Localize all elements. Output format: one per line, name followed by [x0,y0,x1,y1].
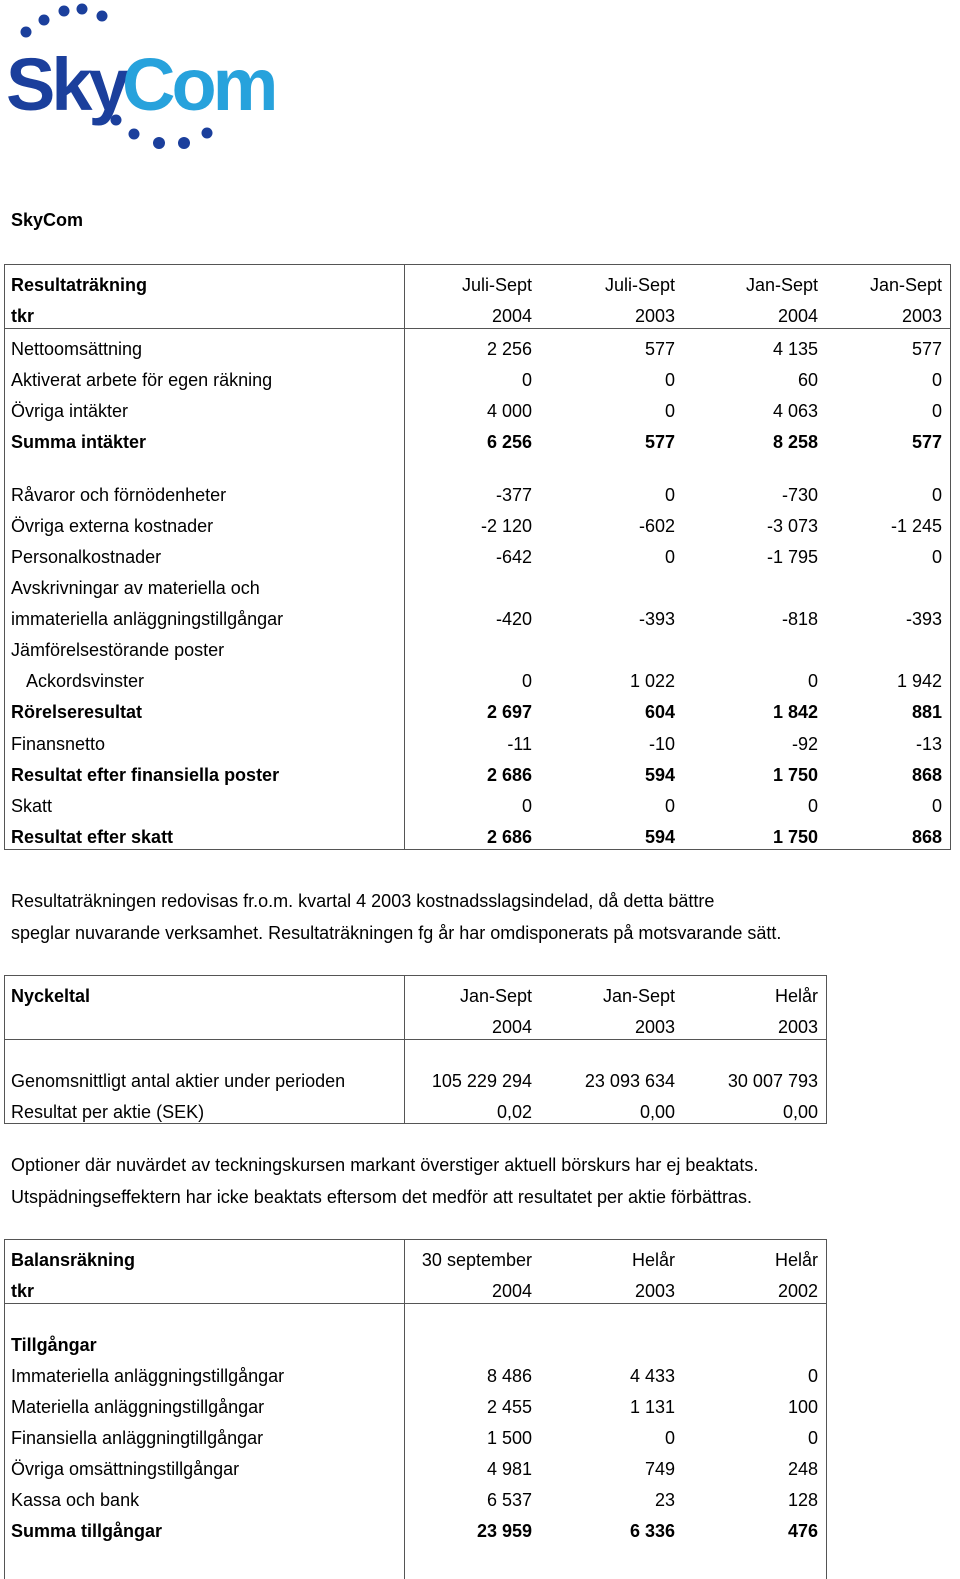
header-cell: 2003 [777,1017,818,1037]
section-header-row [5,1330,826,1361]
table-row [5,604,950,635]
row-value: 0 [664,796,675,816]
header-cell: 2003 [901,306,942,326]
row-value: -92 [791,734,818,754]
row-value: 0 [664,370,675,390]
header-cell: 2004 [491,1281,532,1301]
header-cell: 2002 [777,1281,818,1301]
table-row [5,697,950,728]
row-label: Nettoomsättning [11,339,143,359]
row-value: -420 [495,609,532,629]
row-value: 60 [797,370,818,390]
row-label: Avskrivningar av materiella och [11,578,260,598]
row-value: 1 942 [896,671,942,691]
header-cell: 2004 [491,1017,532,1037]
row-value: 476 [787,1521,818,1541]
note-line: Optioner där nuvärdet av teckningskursen markant överstiger aktuell börskurs har ej beaktats. [11,1155,759,1175]
svg-text:Com: Com [122,43,275,126]
svg-text:Sky: Sky [6,43,126,126]
row-label: immateriella anläggningstillgångar [11,609,284,629]
row-value: 0 [664,1428,675,1448]
table-row [5,1485,826,1516]
row-value: 577 [911,339,942,359]
skycom-logo-graphic [4,2,275,152]
row-value: 749 [644,1459,675,1479]
row-value: 23 959 [476,1521,532,1541]
row-value: 1 131 [629,1397,675,1417]
note-line: Utspädningseffektern har icke beaktats eftersom det medför att resultatet per aktie förbättras. [11,1186,753,1207]
table-row [5,822,950,853]
header-cell: Jan-Sept [602,986,675,1006]
row-value: 6 256 [486,432,532,452]
row-value: 4 135 [772,339,818,359]
row-value: 577 [644,432,675,452]
table-row [5,666,950,697]
row-value: 881 [911,702,942,722]
row-value: -602 [638,516,675,536]
section-label: Tillgångar [11,1335,97,1355]
row-value: 0 [664,485,675,505]
row-value: 30 007 793 [727,1071,818,1091]
note-key-figures [11,1150,758,1213]
row-label: Immateriella anläggningstillgångar [11,1366,285,1386]
row-value: -3 073 [766,516,818,536]
header-cell: Juli-Sept [461,275,532,295]
header-cell: 2003 [634,306,675,326]
row-value: 1 022 [629,671,675,691]
row-value: 1 750 [772,765,818,785]
header-cell: Helår [774,986,818,1006]
row-label: Finansnetto [11,734,106,754]
header-cell: 30 september [421,1250,532,1270]
row-value: -818 [781,609,818,629]
row-value: -11 [507,734,532,754]
table-row [5,365,950,396]
row-value: 0,00 [639,1102,675,1122]
row-value: -2 120 [480,516,532,536]
header-label: tkr [11,1281,35,1301]
header-cell: 2004 [491,306,532,326]
key-figures-table [4,975,827,1124]
row-value: 577 [644,339,675,359]
row-value: 0 [931,547,942,567]
row-value: 2 686 [486,765,532,785]
row-label: Övriga intäkter [11,401,129,421]
row-value: 4 433 [629,1366,675,1386]
row-value: -642 [495,547,532,567]
skycom-logo [4,2,275,152]
row-value: 23 [654,1490,675,1510]
header-label: Nyckeltal [11,986,91,1006]
table-row [5,573,950,604]
table-row [5,1516,826,1547]
row-value: 4 981 [486,1459,532,1479]
row-value: 594 [644,765,675,785]
table-header-row [5,270,950,301]
row-value: -393 [638,609,675,629]
row-label: Ackordsvinster [26,671,145,691]
header-label: tkr [11,306,35,326]
row-value: 0 [931,370,942,390]
row-value: 2 697 [486,702,532,722]
row-value: 0 [521,671,532,691]
row-label: Resultat efter finansiella poster [11,765,280,785]
row-value: 0 [931,401,942,421]
row-value: 0 [664,401,675,421]
note-income-statement [11,886,781,949]
company-name: SkyCom [11,210,84,230]
income-statement-table [4,264,951,850]
table-row [5,511,950,542]
header-cell: 2004 [777,306,818,326]
row-label: Övriga omsättningstillgångar [11,1459,240,1479]
row-value: 0 [931,485,942,505]
row-value: 0 [807,671,818,691]
table-row [5,760,950,791]
header-cell: 2003 [634,1281,675,1301]
table-row [5,1423,826,1454]
row-value: 0 [807,796,818,816]
row-value: 0 [807,1428,818,1448]
row-value: 2 686 [486,827,532,847]
row-value: 4 000 [486,401,532,421]
row-value: 604 [644,702,675,722]
row-value: 0 [931,796,942,816]
row-value: 1 750 [772,827,818,847]
row-value: 23 093 634 [584,1071,675,1091]
note-line: speglar nuvarande verksamhet. Resultaträkningen fg år har omdisponerats på motsvarande sätt. [11,922,782,943]
table-row [5,1097,826,1128]
row-value: -393 [905,609,942,629]
table-header-row [5,981,826,1012]
row-value: 0 [664,547,675,567]
header-label: Resultaträkning [11,275,148,295]
row-label: Materiella anläggningstillgångar [11,1397,265,1417]
table-row [5,1361,826,1392]
row-value: 1 500 [486,1428,532,1448]
row-label: Övriga externa kostnader [11,516,214,536]
row-value: -1 795 [766,547,818,567]
row-value: 868 [911,765,942,785]
header-cell: Jan-Sept [459,986,532,1006]
row-label: Genomsnittligt antal aktier under perioden [11,1071,346,1091]
row-label: Råvaror och förnödenheter [11,485,227,505]
row-value: 2 256 [486,339,532,359]
row-label: Personalkostnader [11,547,162,567]
row-label: Resultat per aktie (SEK) [11,1102,205,1122]
row-value: 0 [521,370,532,390]
row-value: 0,00 [782,1102,818,1122]
table-header-row [5,1245,826,1276]
row-value: 2 455 [486,1397,532,1417]
header-label: Balansräkning [11,1250,136,1270]
table-row [5,1454,826,1485]
row-value: 0 [521,796,532,816]
row-value: -10 [648,734,675,754]
row-value: 100 [787,1397,818,1417]
row-label: Finansiella anläggningtillgångar [11,1428,264,1448]
header-cell: Jan-Sept [745,275,818,295]
note-line: Resultaträkningen redovisas fr.o.m. kvartal 4 2003 kostnadsslagsindelad, då detta bättre [11,891,715,911]
row-label: Jämförelsestörande poster [11,640,225,660]
header-cell: Helår [774,1250,818,1270]
row-value: 577 [911,432,942,452]
table-row [5,791,950,822]
table-row [5,480,950,511]
header-cell: Helår [631,1250,675,1270]
row-value: -1 245 [890,516,942,536]
row-value: 8 486 [486,1366,532,1386]
row-label: Kassa och bank [11,1490,140,1510]
balance-sheet-table [4,1239,827,1579]
row-value: -377 [495,485,532,505]
table-row [5,334,950,365]
row-value: 594 [644,827,675,847]
row-label: Summa intäkter [11,432,147,452]
row-value: 8 258 [772,432,818,452]
row-value: 0 [807,1366,818,1386]
row-label: Summa tillgångar [11,1521,163,1541]
row-value: 1 842 [772,702,818,722]
row-value: 6 537 [486,1490,532,1510]
table-row [5,729,950,760]
header-cell: Juli-Sept [604,275,675,295]
table-row [5,1066,826,1097]
row-value: 868 [911,827,942,847]
table-header-row [5,1012,826,1043]
row-label: Rörelseresultat [11,702,143,722]
table-row [5,427,950,458]
row-label: Skatt [11,796,53,816]
row-value: 6 336 [629,1521,675,1541]
row-value: -13 [915,734,942,754]
row-label: Aktiverat arbete för egen räkning [11,370,273,390]
row-value: 0,02 [496,1102,532,1122]
row-value: 128 [787,1490,818,1510]
row-value: -730 [781,485,818,505]
table-row [5,1392,826,1423]
row-value: 248 [787,1459,818,1479]
table-header-row [5,1276,826,1307]
table-row [5,396,950,427]
row-value: 105 229 294 [431,1071,532,1091]
header-cell: Jan-Sept [869,275,942,295]
table-row [5,635,950,666]
table-header-row [5,301,950,332]
row-label: Resultat efter skatt [11,827,174,847]
table-row [5,542,950,573]
header-cell: 2003 [634,1017,675,1037]
row-value: 4 063 [772,401,818,421]
